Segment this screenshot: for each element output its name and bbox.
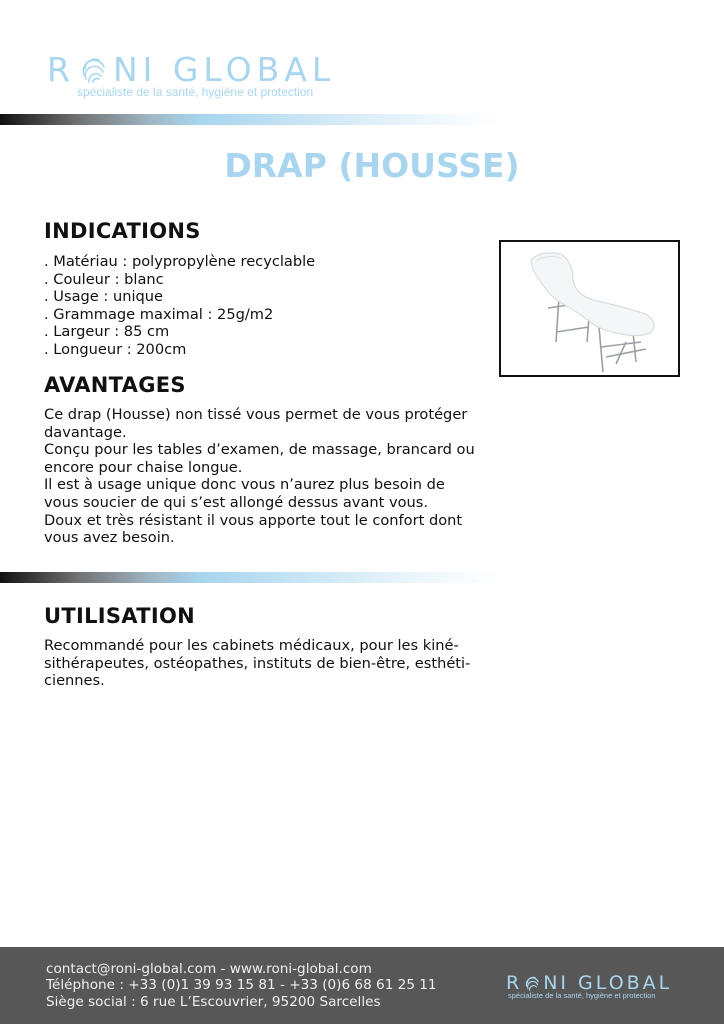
text-line: Recommandé pour les cabinets médicaux, pour les kiné- <box>44 637 459 654</box>
list-item: . Longueur : 200cm <box>44 340 187 358</box>
indications-list <box>44 253 315 359</box>
list-item: . Matériau : polypropylène recyclable <box>44 253 316 270</box>
utilisation-heading: UTILISATION <box>44 604 195 628</box>
fingerprint-icon <box>524 975 541 992</box>
list-item: . Couleur : blanc <box>44 270 164 288</box>
avantages-heading: AVANTAGES <box>44 373 186 397</box>
brand-logo <box>47 52 335 99</box>
text-line: vous avez besoin. <box>44 529 175 547</box>
massage-table-icon <box>501 242 678 375</box>
text-line: Conçu pour les tables d’examen, de massage, brancard ou <box>44 441 475 459</box>
text-line: vous soucier de qui s’est allongé dessus avant vous. <box>44 493 429 511</box>
gradient-divider <box>0 572 500 583</box>
footer-phone-line: Téléphone : +33 (0)1 39 93 15 81 - +33 (0)6 68 61 25 11 <box>46 977 437 994</box>
footer-contact <box>46 961 437 1010</box>
page-title <box>0 146 724 185</box>
logo-letter: R <box>47 50 75 89</box>
text-line: Doux et très résistant il vous apporte tout le confort dont <box>44 511 463 529</box>
list-item: . Grammage maximal : 25g/m2 <box>44 305 274 323</box>
text-line: ciennes. <box>44 672 105 690</box>
logo-letter: R <box>506 972 523 994</box>
fingerprint-icon <box>79 55 109 85</box>
utilisation-text <box>44 637 470 690</box>
product-photo <box>499 240 680 377</box>
text-line: Il est à usage unique donc vous n’aurez plus besoin de <box>44 476 445 494</box>
logo-tagline: spécialiste de la santé, hygiène et protection <box>77 85 314 99</box>
footer <box>0 947 724 1024</box>
text-line: Ce drap (Housse) non tissé vous permet de vous protéger <box>44 406 468 423</box>
text-line: davantage. <box>44 423 127 441</box>
footer-logo <box>506 972 672 1000</box>
logo-tagline: spécialiste de la santé, hygiène et protection <box>508 991 656 1000</box>
logo-wordmark <box>47 52 335 88</box>
list-item: . Usage : unique <box>44 288 163 306</box>
logo-text: NI GLOBAL <box>112 50 336 89</box>
text-line: encore pour chaise longue. <box>44 458 243 476</box>
indications-heading: INDICATIONS <box>44 219 201 243</box>
list-item: . Largeur : 85 cm <box>44 323 170 341</box>
logo-text: NI GLOBAL <box>543 972 673 994</box>
gradient-divider <box>0 114 500 125</box>
text-line: sithérapeutes, ostéopathes, instituts de bien-être, esthéti- <box>44 654 471 672</box>
avantages-text <box>44 406 475 547</box>
page-title-text: DRAP (HOUSSE) <box>224 146 520 185</box>
footer-address-line: Siège social : 6 rue L’Escouvrier, 95200 Sarcelles <box>46 993 381 1010</box>
footer-contact-line: contact@roni-global.com - www.roni-global.com <box>46 961 372 977</box>
